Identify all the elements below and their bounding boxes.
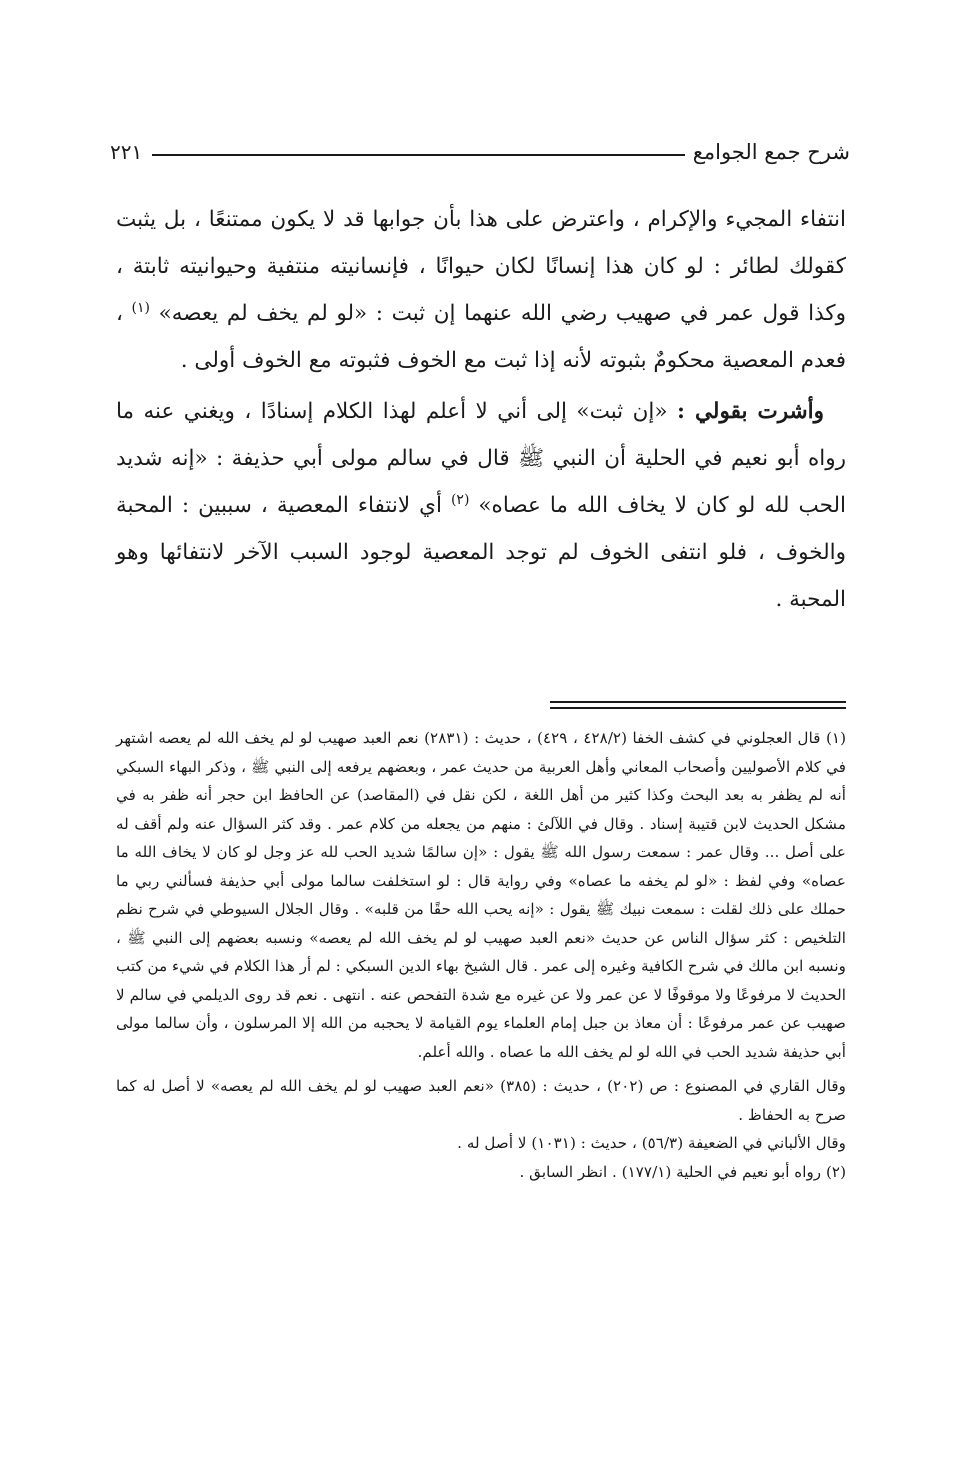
paragraph-2-tail: أي لانتفاء المعصية ، سببين : المحبة والخوف ، فلو انتفى الخوف لم توجد المعصية لوجود السبب الآخر لانتفائها وهو المحبة .	[116, 493, 846, 612]
main-text	[116, 196, 846, 623]
footnote-separator	[550, 701, 846, 703]
footnote-ref-1: (١)	[131, 299, 150, 316]
footnote-1: (١) قال العجلوني في كشف الخفا (٤٢٨/٢ ، ٤٢٩) ، حديث : (٢٨٣١) نعم العبد صهيب لو لم يخف الله لم يعصه اشتهر في كلام الأصوليين وأصحاب المعاني وأهل العربية من حديث عمر ، وبعضهم يرفعه إلى النبي ﷺ ، وذكر البهاء السبكي أنه لم يظفر به بعد البحث وكذا كثير من أهل اللغة ، لكن نقل في (المقاصد) عن الحافظ ابن حجر أنه ظفر به في مشكل الحديث لابن قتيبة إسناد . وقال في اللآلئ : منهم من يجعله من كلام عمر . وقد كثر السؤال عنه ولم أقف له على أصل ... وقال عمر : سمعت رسول الله ﷺ يقول : «إن سالمًا شديد الحب لله عز وجل لو كان لا يخاف الله ما عصاه» وفي لفظ : «لو لم يخفه ما عصاه» وفي رواية قال : لو استخلفت سالما مولى أبي حذيفة فسألني ربي ما حملك على ذلك لقلت : سمعت نبيك ﷺ يقول : «إنه يحب الله حقًا من قلبه» . وقال الجلال السيوطي في شرح نظم التلخيص : كثر سؤال الناس عن حديث «نعم العبد صهيب لو لم يخف الله لم يعصه» ونسبه بعضهم إلى النبي ﷺ ، ونسبه ابن مالك في شرح الكافية وغيره إلى عمر . قال الشيخ بهاء الدين السبكي : لم أر هذا الكلام في شيء من كتب الحديث لا مرفوعًا ولا موقوفًا لا عن عمر ولا عن غيره مع شدة التفحص عنه . انتهى . نعم قد روى الديلمي في سالم لا صهيب عن عمر مرفوعًا : أن معاذ بن جبل إمام العلماء يوم القيامة لا يحجبه من الله إلا المرسلون ، وأن سالما مولى أبي حذيفة شديد الحب في الله لو لم يخف الله ما عصاه . والله أعلم.	[115, 729, 846, 1061]
footnotes	[116, 724, 846, 1186]
book-title: شرح جمع الجوامع	[692, 140, 850, 164]
page-number: ٢٢١	[110, 140, 143, 164]
footnote-2: (٢) رواه أبو نعيم في الحلية (١٧٧/١) . انظر السابق .	[519, 1162, 846, 1181]
paragraph-1	[116, 196, 846, 384]
footnote-separator-double	[550, 707, 846, 709]
footnote-1-qari: وقال القاري في المصنوع : ص (٢٠٢) ، حديث : (٣٨٥) «نعم العبد صهيب لو لم يخف الله لم يعصه» لا أصل له كما صرح به الحفاظ .	[116, 1077, 846, 1124]
paragraph-2-lead: وأشرت بقولي :	[676, 399, 824, 424]
running-header	[110, 132, 850, 172]
footnote-ref-2: (٢)	[450, 491, 470, 508]
paragraph-2	[116, 388, 846, 623]
paragraph-1-text: انتفاء المجيء والإكرام ، واعترض على هذا بأن جوابها قد لا يكون ممتنعًا ، بل يثبت كقولك لطائر : لو كان هذا إنسانًا لكان حيوانًا ، فإنسانيته منتفية وحيوانيته ثابتة ، وكذا قول عمر في صهيب رضي الله عنهما إن ثبت : «لو لم يخف لم يعصه»	[116, 207, 846, 326]
footnote-1-albani: وقال الألباني في الضعيفة (٥٦/٣) ، حديث : (١٠٣١) لا أصل له .	[457, 1134, 846, 1152]
paragraph-2-text: «إن ثبت» إلى أني لا أعلم لهذا الكلام إسنادًا ، ويغني عنه ما رواه أبو نعيم في الحلية أن النبي ﷺ قال في سالم مولى أبي حذيفة : «إنه شديد الحب لله لو كان لا يخاف الله ما عصاه»	[116, 399, 846, 518]
paragraph-1-tail: ، فعدم المعصية محكومٌ بثبوته لأنه إذا ثبت مع الخوف فثبوته مع الخوف أولى .	[116, 301, 846, 373]
header-rule	[152, 154, 684, 156]
